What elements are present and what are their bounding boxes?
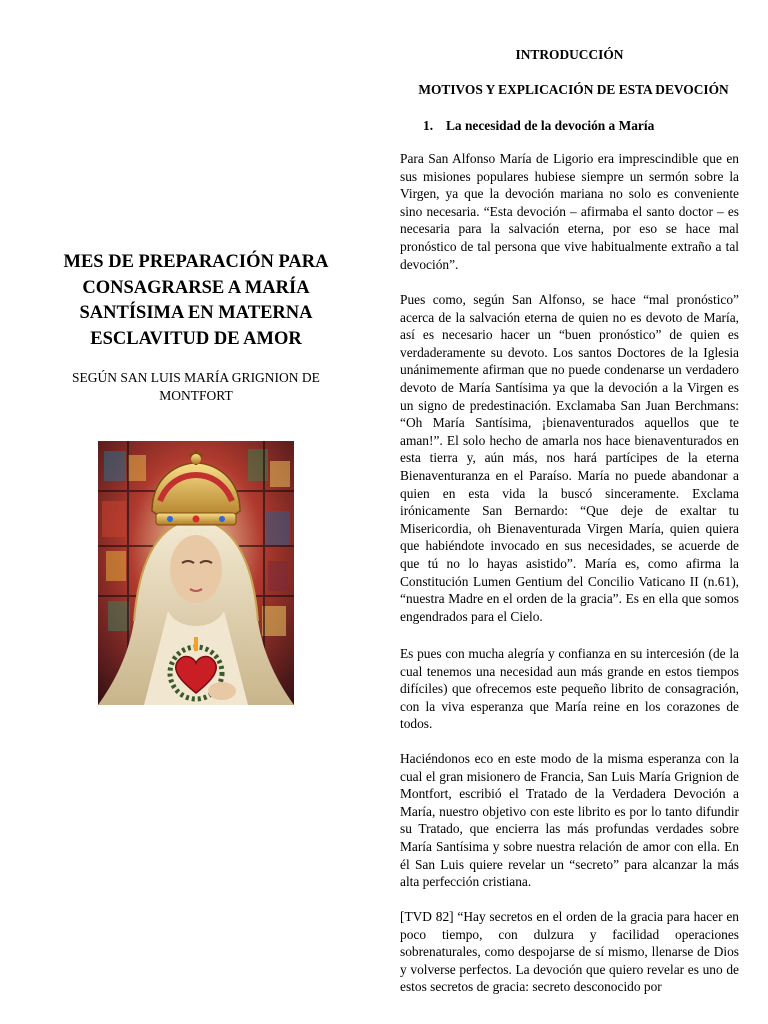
- text-column: [400, 0, 739, 1024]
- motives-heading: MOTIVOS Y EXPLICACIÓN DE ESTA DEVOCIÓN: [418, 82, 729, 97]
- cover-subtitle: SEGÚN SAN LUIS MARÍA GRIGNION DE MONTFORT: [72, 370, 320, 403]
- cover-column: [40, 0, 352, 1024]
- virgin-mary-image: [98, 441, 294, 705]
- introduction-heading: INTRODUCCIÓN: [515, 47, 624, 62]
- section-number: 1.: [423, 118, 434, 133]
- body-paragraph: Pues como, según San Alfonso, se hace “mal pronóstico” acerca de la salvación eterna de quien no es devoto de María, así es necesario hacer un “buen pronóstico” de quien es verdaderamente su devoto. Los santos Doctores de la Iglesia unánimemente afirman que no puede condenarse un verdadero devoto de María Santísima ya que la devoción a la Virgen es un signo de predestinación. Exclamaba San Juan Berchmans: “Oh María Santísima, ¡bienaventurados aquellos que te aman!”. El solo hecho de amarla nos hace bienaventurados en esta tierra y, aún más, nos hará partícipes de la eterna Bienaventuranza en el Paraíso. María no puede abandonar a quien en esta vida la buscó sinceramente. Exclama irónicamente San Bernardo: “Que deje de exaltar tu Misericordia, oh Bienaventurada Virgen María, quien quiera que habiéndote invocado en sus necesidades, se acuerde de que tú no lo hayas asistido”. María es, como afirma la Constitución Lumen Gentium del Concilio Vaticano II (n.61), “nuestra Madre en el orden de la gracia”. Es en ella que somos engendrados para el Cielo.: [400, 292, 739, 624]
- body-paragraph: Haciéndonos eco en este modo de la misma esperanza con la cual el gran misionero de Francia, San Luis María Grignion de Montfort, escribió el Tratado de la Verdadera Devoción a María, nuestro objetivo con este librito es por lo tanto difundir su Tratado, que encierra las más profundas verdades sobre María Santísima y sobre nuestra relación de amor con ella. En él San Luis quiere revelar un “secreto” para alcanzar la más alta perfección cristiana.: [400, 751, 739, 890]
- section-heading: [423, 117, 739, 134]
- body-paragraph: Para San Alfonso María de Ligorio era imprescindible que en sus misiones populares hubiese siempre un sermón sobre la Virgen, ya que la devoción mariana no solo es conveniente sino necesaria. “Esta devoción – afirmaba el santo doctor – es necesaria para la salvación eterna, por eso se hace mal pronóstico de tal persona que vive habitualmente extraño a tal devoción”.: [400, 151, 739, 272]
- section-title: La necesidad de la devoción a María: [446, 118, 655, 133]
- body-paragraph: Es pues con mucha alegría y confianza en su intercesión (de la cual tenemos una necesidad aun más grande en estos tiempos difíciles) que ofrecemos este pequeño librito de consagración, con la viva esperanza que María reine en los corazones de todos.: [400, 646, 739, 732]
- cover-title: MES DE PREPARACIÓN PARA CONSAGRARSE A MARÍA SANTÍSIMA EN MATERNA ESCLAVITUD DE AMOR: [63, 252, 329, 349]
- body-paragraph: [TVD 82] “Hay secretos en el orden de la gracia para hacer en poco tiempo, con dulzura y facilidad operaciones sobrenaturales, como despojarse de sí mismo, llenarse de Dios y volverse perfectos. La devoción que quiero revelar es uno de estos secretos de gracia: secreto desconocido por: [400, 909, 739, 995]
